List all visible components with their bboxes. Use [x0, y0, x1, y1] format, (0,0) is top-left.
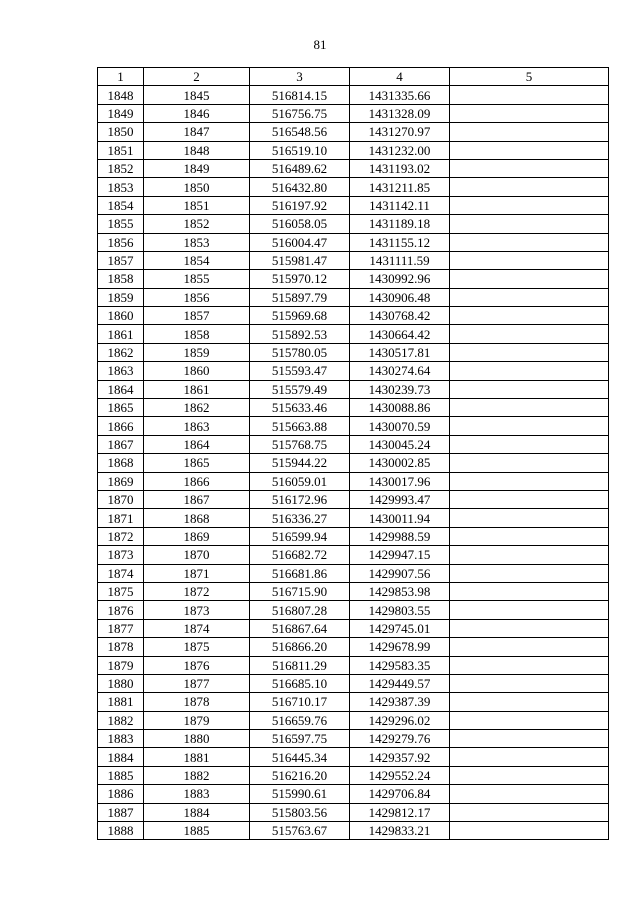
table-cell-col-2: 1875 [144, 638, 250, 656]
table-cell-col-1: 1865 [98, 399, 144, 417]
table-cell-col-5 [450, 656, 609, 674]
table-cell-col-4: 1429296.02 [350, 711, 450, 729]
table-cell-col-1: 1860 [98, 307, 144, 325]
table-cell-col-1: 1859 [98, 288, 144, 306]
table-cell-col-5 [450, 619, 609, 637]
table-cell-col-5 [450, 233, 609, 251]
column-header-5: 5 [450, 68, 609, 86]
table-row [98, 86, 609, 104]
table-row [98, 215, 609, 233]
table-cell-col-4: 1430274.64 [350, 362, 450, 380]
table-cell-col-2: 1874 [144, 619, 250, 637]
table-cell-col-3: 516659.76 [250, 711, 350, 729]
table-cell-col-1: 1849 [98, 104, 144, 122]
table-cell-col-4: 1431335.66 [350, 86, 450, 104]
table-cell-col-5 [450, 417, 609, 435]
table-cell-col-1: 1872 [98, 527, 144, 545]
table-cell-col-3: 515768.75 [250, 435, 350, 453]
table-cell-col-4: 1431111.59 [350, 251, 450, 269]
table-row [98, 123, 609, 141]
table-cell-col-3: 516681.86 [250, 564, 350, 582]
table-cell-col-4: 1431142.11 [350, 196, 450, 214]
table-cell-col-3: 515803.56 [250, 803, 350, 821]
table-cell-col-1: 1880 [98, 674, 144, 692]
table-cell-col-4: 1431193.02 [350, 159, 450, 177]
table-cell-col-4: 1430768.42 [350, 307, 450, 325]
table-cell-col-2: 1850 [144, 178, 250, 196]
table-cell-col-2: 1858 [144, 325, 250, 343]
table-row [98, 307, 609, 325]
table-cell-col-4: 1431155.12 [350, 233, 450, 251]
table-row [98, 288, 609, 306]
table-row [98, 343, 609, 361]
table-cell-col-2: 1857 [144, 307, 250, 325]
table-cell-col-3: 516807.28 [250, 601, 350, 619]
table-cell-col-3: 516216.20 [250, 766, 350, 784]
table-cell-col-3: 516336.27 [250, 509, 350, 527]
table-cell-col-1: 1885 [98, 766, 144, 784]
table-cell-col-3: 515944.22 [250, 454, 350, 472]
table-cell-col-2: 1870 [144, 546, 250, 564]
table-cell-col-5 [450, 123, 609, 141]
table-header [98, 68, 609, 86]
table-row [98, 785, 609, 803]
table-cell-col-1: 1881 [98, 693, 144, 711]
table-row [98, 674, 609, 692]
table-row [98, 546, 609, 564]
table-cell-col-2: 1849 [144, 159, 250, 177]
table-cell-col-4: 1430906.48 [350, 288, 450, 306]
table-cell-col-1: 1879 [98, 656, 144, 674]
table-row [98, 472, 609, 490]
coordinates-table [97, 67, 609, 840]
column-header-3: 3 [250, 68, 350, 86]
table-row [98, 564, 609, 582]
table-cell-col-5 [450, 196, 609, 214]
table-cell-col-2: 1848 [144, 141, 250, 159]
table-cell-col-1: 1877 [98, 619, 144, 637]
table-cell-col-1: 1886 [98, 785, 144, 803]
table-cell-col-4: 1431211.85 [350, 178, 450, 196]
table-row [98, 766, 609, 784]
table-cell-col-1: 1862 [98, 343, 144, 361]
table-cell-col-5 [450, 748, 609, 766]
table-cell-col-4: 1429745.01 [350, 619, 450, 637]
table-cell-col-3: 516548.56 [250, 123, 350, 141]
table-cell-col-5 [450, 343, 609, 361]
table-cell-col-3: 515593.47 [250, 362, 350, 380]
table-cell-col-4: 1430045.24 [350, 435, 450, 453]
table-cell-col-5 [450, 288, 609, 306]
table-cell-col-4: 1429833.21 [350, 822, 450, 840]
table-row [98, 822, 609, 840]
table-cell-col-3: 515969.68 [250, 307, 350, 325]
table-cell-col-1: 1868 [98, 454, 144, 472]
table-cell-col-4: 1430664.42 [350, 325, 450, 343]
table-cell-col-5 [450, 435, 609, 453]
table-cell-col-3: 515970.12 [250, 270, 350, 288]
table-cell-col-3: 516814.15 [250, 86, 350, 104]
table-cell-col-3: 516597.75 [250, 730, 350, 748]
table-row [98, 803, 609, 821]
table-cell-col-1: 1855 [98, 215, 144, 233]
table-cell-col-2: 1876 [144, 656, 250, 674]
table-cell-col-1: 1852 [98, 159, 144, 177]
table-cell-col-2: 1845 [144, 86, 250, 104]
table-cell-col-1: 1857 [98, 251, 144, 269]
table-cell-col-1: 1875 [98, 582, 144, 600]
table-cell-col-2: 1865 [144, 454, 250, 472]
table-row [98, 270, 609, 288]
table-row [98, 399, 609, 417]
table-cell-col-3: 515897.79 [250, 288, 350, 306]
table-cell-col-5 [450, 527, 609, 545]
table-cell-col-5 [450, 270, 609, 288]
table-cell-col-4: 1431232.00 [350, 141, 450, 159]
table-row [98, 251, 609, 269]
table-cell-col-3: 516432.80 [250, 178, 350, 196]
table-cell-col-1: 1853 [98, 178, 144, 196]
table-cell-col-5 [450, 86, 609, 104]
table-cell-col-5 [450, 251, 609, 269]
table-cell-col-5 [450, 307, 609, 325]
table-cell-col-5 [450, 546, 609, 564]
table-cell-col-5 [450, 674, 609, 692]
table-row [98, 454, 609, 472]
column-header-1: 1 [98, 68, 144, 86]
table-cell-col-5 [450, 785, 609, 803]
table-cell-col-3: 516197.92 [250, 196, 350, 214]
table-cell-col-3: 516866.20 [250, 638, 350, 656]
table-cell-col-4: 1429853.98 [350, 582, 450, 600]
table-row [98, 638, 609, 656]
table-cell-col-2: 1869 [144, 527, 250, 545]
table-cell-col-3: 516756.75 [250, 104, 350, 122]
table-cell-col-1: 1850 [98, 123, 144, 141]
table-cell-col-4: 1429947.15 [350, 546, 450, 564]
table-cell-col-3: 516489.62 [250, 159, 350, 177]
table-cell-col-3: 516172.96 [250, 490, 350, 508]
table-row [98, 711, 609, 729]
table-cell-col-5 [450, 399, 609, 417]
table-cell-col-5 [450, 141, 609, 159]
table-cell-col-5 [450, 215, 609, 233]
table-row [98, 104, 609, 122]
table-cell-col-5 [450, 362, 609, 380]
table-cell-col-2: 1873 [144, 601, 250, 619]
table-cell-col-5 [450, 380, 609, 398]
table-cell-col-3: 515892.53 [250, 325, 350, 343]
table-cell-col-3: 515763.67 [250, 822, 350, 840]
table-cell-col-3: 516867.64 [250, 619, 350, 637]
table-cell-col-5 [450, 711, 609, 729]
table-cell-col-1: 1888 [98, 822, 144, 840]
table-cell-col-2: 1885 [144, 822, 250, 840]
table-cell-col-4: 1430239.73 [350, 380, 450, 398]
table-cell-col-4: 1430017.96 [350, 472, 450, 490]
table-cell-col-3: 516445.34 [250, 748, 350, 766]
table-row [98, 509, 609, 527]
table-cell-col-2: 1846 [144, 104, 250, 122]
table-cell-col-1: 1863 [98, 362, 144, 380]
table-cell-col-1: 1870 [98, 490, 144, 508]
table-row [98, 325, 609, 343]
table-cell-col-1: 1873 [98, 546, 144, 564]
table-row [98, 619, 609, 637]
table-cell-col-2: 1884 [144, 803, 250, 821]
table-cell-col-1: 1867 [98, 435, 144, 453]
table-row [98, 730, 609, 748]
table-cell-col-2: 1877 [144, 674, 250, 692]
table-cell-col-4: 1429552.24 [350, 766, 450, 784]
table-cell-col-4: 1429387.39 [350, 693, 450, 711]
table-cell-col-3: 516682.72 [250, 546, 350, 564]
table-cell-col-4: 1430002.85 [350, 454, 450, 472]
page-number: 81 [313, 37, 327, 52]
table-cell-col-3: 516685.10 [250, 674, 350, 692]
table-cell-col-1: 1851 [98, 141, 144, 159]
table-row [98, 582, 609, 600]
table-cell-col-3: 515780.05 [250, 343, 350, 361]
table-cell-col-4: 1429988.59 [350, 527, 450, 545]
table-cell-col-3: 515663.88 [250, 417, 350, 435]
table-cell-col-1: 1883 [98, 730, 144, 748]
table-cell-col-3: 515990.61 [250, 785, 350, 803]
table-cell-col-3: 516058.05 [250, 215, 350, 233]
table-cell-col-2: 1852 [144, 215, 250, 233]
table-row [98, 159, 609, 177]
table-cell-col-5 [450, 159, 609, 177]
table-cell-col-5 [450, 601, 609, 619]
table-row [98, 527, 609, 545]
table-cell-col-2: 1860 [144, 362, 250, 380]
table-row [98, 656, 609, 674]
table-row [98, 435, 609, 453]
table-cell-col-4: 1430011.94 [350, 509, 450, 527]
table-cell-col-4: 1429803.55 [350, 601, 450, 619]
table-row [98, 196, 609, 214]
table-cell-col-4: 1431189.18 [350, 215, 450, 233]
table-cell-col-4: 1429993.47 [350, 490, 450, 508]
table-cell-col-2: 1878 [144, 693, 250, 711]
table-cell-col-4: 1430517.81 [350, 343, 450, 361]
table-cell-col-4: 1429678.99 [350, 638, 450, 656]
table-cell-col-3: 516811.29 [250, 656, 350, 674]
table-row [98, 601, 609, 619]
table-cell-col-2: 1864 [144, 435, 250, 453]
table-cell-col-4: 1429812.17 [350, 803, 450, 821]
table-cell-col-2: 1879 [144, 711, 250, 729]
table-cell-col-2: 1862 [144, 399, 250, 417]
table-cell-col-1: 1856 [98, 233, 144, 251]
table-cell-col-2: 1853 [144, 233, 250, 251]
table-cell-col-1: 1861 [98, 325, 144, 343]
table-cell-col-3: 516004.47 [250, 233, 350, 251]
table-row [98, 490, 609, 508]
table-cell-col-4: 1431328.09 [350, 104, 450, 122]
table-cell-col-3: 516519.10 [250, 141, 350, 159]
table-cell-col-1: 1864 [98, 380, 144, 398]
table-cell-col-3: 515981.47 [250, 251, 350, 269]
table-cell-col-2: 1856 [144, 288, 250, 306]
table-cell-col-5 [450, 178, 609, 196]
column-header-4: 4 [350, 68, 450, 86]
table-cell-col-3: 516059.01 [250, 472, 350, 490]
table-cell-col-3: 516710.17 [250, 693, 350, 711]
table-cell-col-5 [450, 730, 609, 748]
table-row [98, 141, 609, 159]
table-row [98, 380, 609, 398]
table-cell-col-4: 1429706.84 [350, 785, 450, 803]
table-row [98, 417, 609, 435]
table-cell-col-5 [450, 766, 609, 784]
table-cell-col-5 [450, 638, 609, 656]
table-cell-col-5 [450, 564, 609, 582]
table-cell-col-3: 515579.49 [250, 380, 350, 398]
table-cell-col-2: 1867 [144, 490, 250, 508]
table-cell-col-2: 1882 [144, 766, 250, 784]
table-cell-col-4: 1431270.97 [350, 123, 450, 141]
table-cell-col-4: 1429357.92 [350, 748, 450, 766]
table-cell-col-4: 1430088.86 [350, 399, 450, 417]
table-cell-col-1: 1869 [98, 472, 144, 490]
table-cell-col-2: 1847 [144, 123, 250, 141]
table-cell-col-2: 1855 [144, 270, 250, 288]
table-cell-col-4: 1429907.56 [350, 564, 450, 582]
table-cell-col-5 [450, 803, 609, 821]
table-cell-col-1: 1854 [98, 196, 144, 214]
table-cell-col-1: 1866 [98, 417, 144, 435]
table-cell-col-3: 516599.94 [250, 527, 350, 545]
table-row [98, 693, 609, 711]
table-cell-col-3: 515633.46 [250, 399, 350, 417]
table-cell-col-2: 1871 [144, 564, 250, 582]
table-cell-col-2: 1866 [144, 472, 250, 490]
table-cell-col-5 [450, 325, 609, 343]
table-cell-col-4: 1429449.57 [350, 674, 450, 692]
table-cell-col-5 [450, 104, 609, 122]
table-cell-col-1: 1874 [98, 564, 144, 582]
table-cell-col-2: 1863 [144, 417, 250, 435]
table-cell-col-5 [450, 693, 609, 711]
table-cell-col-5 [450, 472, 609, 490]
table-cell-col-5 [450, 454, 609, 472]
table-cell-col-1: 1887 [98, 803, 144, 821]
table-cell-col-4: 1429583.35 [350, 656, 450, 674]
table-cell-col-1: 1848 [98, 86, 144, 104]
table-cell-col-1: 1878 [98, 638, 144, 656]
table-cell-col-2: 1872 [144, 582, 250, 600]
table-cell-col-1: 1876 [98, 601, 144, 619]
table-cell-col-5 [450, 490, 609, 508]
table-cell-col-2: 1854 [144, 251, 250, 269]
table-cell-col-2: 1861 [144, 380, 250, 398]
table-cell-col-3: 516715.90 [250, 582, 350, 600]
table-row [98, 362, 609, 380]
table-body [98, 86, 609, 840]
table-cell-col-4: 1430070.59 [350, 417, 450, 435]
table-cell-col-5 [450, 822, 609, 840]
table-cell-col-5 [450, 509, 609, 527]
table-cell-col-4: 1430992.96 [350, 270, 450, 288]
table-cell-col-2: 1868 [144, 509, 250, 527]
table-row [98, 178, 609, 196]
table-cell-col-2: 1851 [144, 196, 250, 214]
table-row [98, 233, 609, 251]
table-cell-col-2: 1881 [144, 748, 250, 766]
table-cell-col-1: 1858 [98, 270, 144, 288]
column-header-2: 2 [144, 68, 250, 86]
table-cell-col-1: 1882 [98, 711, 144, 729]
header-row [98, 68, 609, 86]
table-cell-col-2: 1880 [144, 730, 250, 748]
table-cell-col-4: 1429279.76 [350, 730, 450, 748]
table-cell-col-2: 1859 [144, 343, 250, 361]
table-cell-col-1: 1884 [98, 748, 144, 766]
table-cell-col-2: 1883 [144, 785, 250, 803]
table-row [98, 748, 609, 766]
table-cell-col-5 [450, 582, 609, 600]
table-cell-col-1: 1871 [98, 509, 144, 527]
